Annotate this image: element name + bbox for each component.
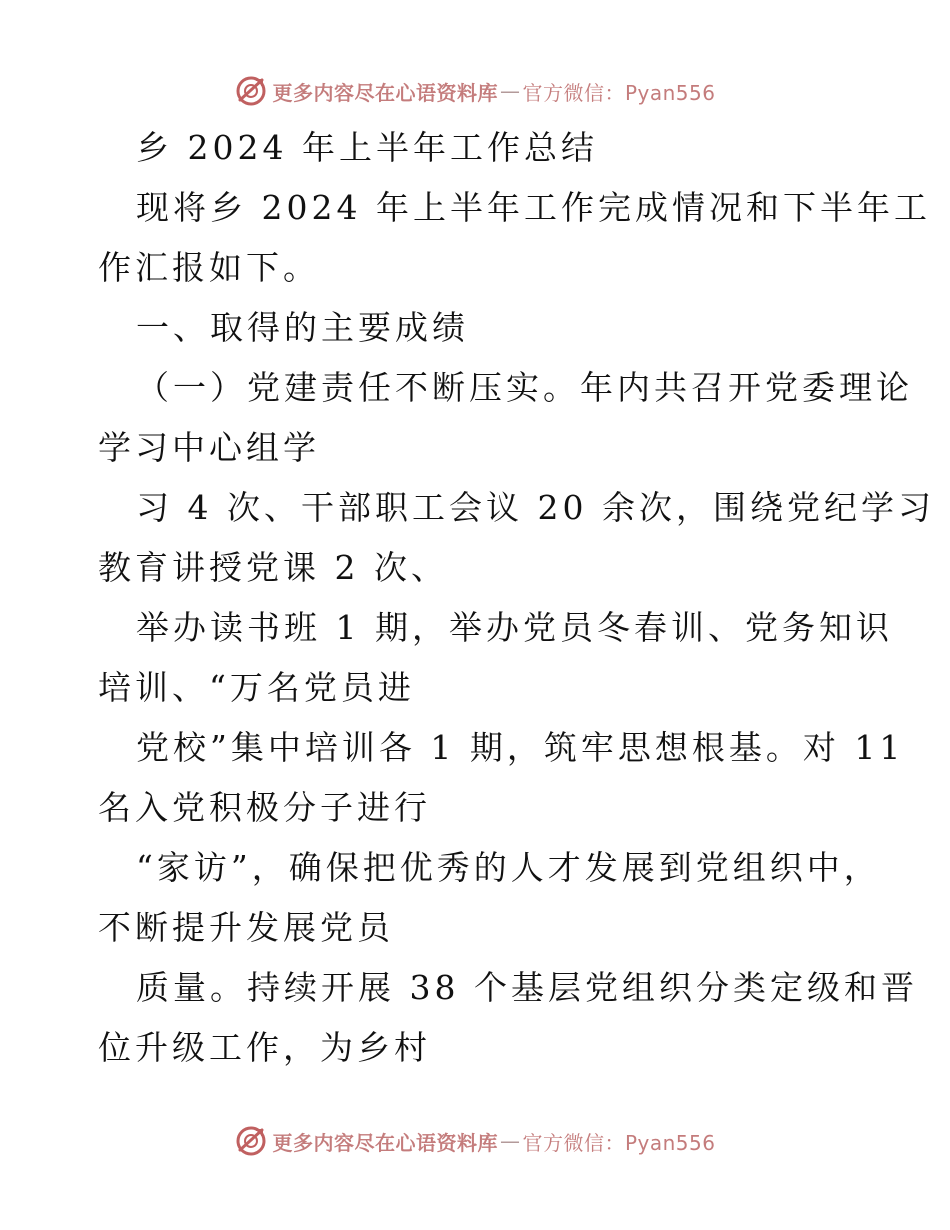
paragraph-line: 教育讲授党课 2 次、 (98, 548, 448, 587)
paragraph-line: 培训、“万名党员进 (98, 668, 415, 707)
watermark-separator: — (499, 79, 521, 103)
watermark-logo-icon (234, 1124, 268, 1158)
footer-watermark (0, 1124, 950, 1158)
paragraph-line: 不断提升发展党员 (98, 908, 394, 947)
paragraph-line: 党校”集中培训各 1 期，筑牢思想根基。对 11 (136, 728, 905, 767)
watermark-logo-icon (234, 74, 268, 108)
paragraph-line: 举办读书班 1 期，举办党员冬春训、党务知识 (136, 608, 893, 647)
paragraph-line: 学习中心组学 (98, 428, 320, 467)
document-title: 乡 2024 年上半年工作总结 (136, 128, 598, 167)
document-body (98, 118, 935, 1078)
watermark-account: 官方微信：Pyan556 (522, 1130, 716, 1155)
header-watermark (0, 74, 950, 108)
paragraph-line: 作汇报如下。 (98, 248, 320, 287)
paragraph-line: 名入党积极分子进行 (98, 788, 431, 827)
paragraph-line: “家访”，确保把优秀的人才发展到党组织中， (136, 848, 881, 887)
paragraph-line: 现将乡 2024 年上半年工作完成情况和下半年工 (136, 188, 931, 227)
watermark-separator: — (499, 1129, 521, 1153)
watermark-title: 更多内容尽在心语资料库 (272, 80, 498, 105)
paragraph-line: 质量。持续开展 38 个基层党组织分类定级和晋 (136, 968, 918, 1007)
paragraph-line: 位升级工作，为乡村 (98, 1028, 431, 1067)
paragraph-line: （一）党建责任不断压实。年内共召开党委理论 (136, 368, 913, 407)
paragraph-line: 习 4 次、干部职工会议 20 余次，围绕党纪学习 (136, 488, 935, 527)
section-heading: 一、取得的主要成绩 (136, 308, 469, 347)
watermark-title: 更多内容尽在心语资料库 (272, 1130, 498, 1155)
watermark-account: 官方微信：Pyan556 (522, 80, 716, 105)
